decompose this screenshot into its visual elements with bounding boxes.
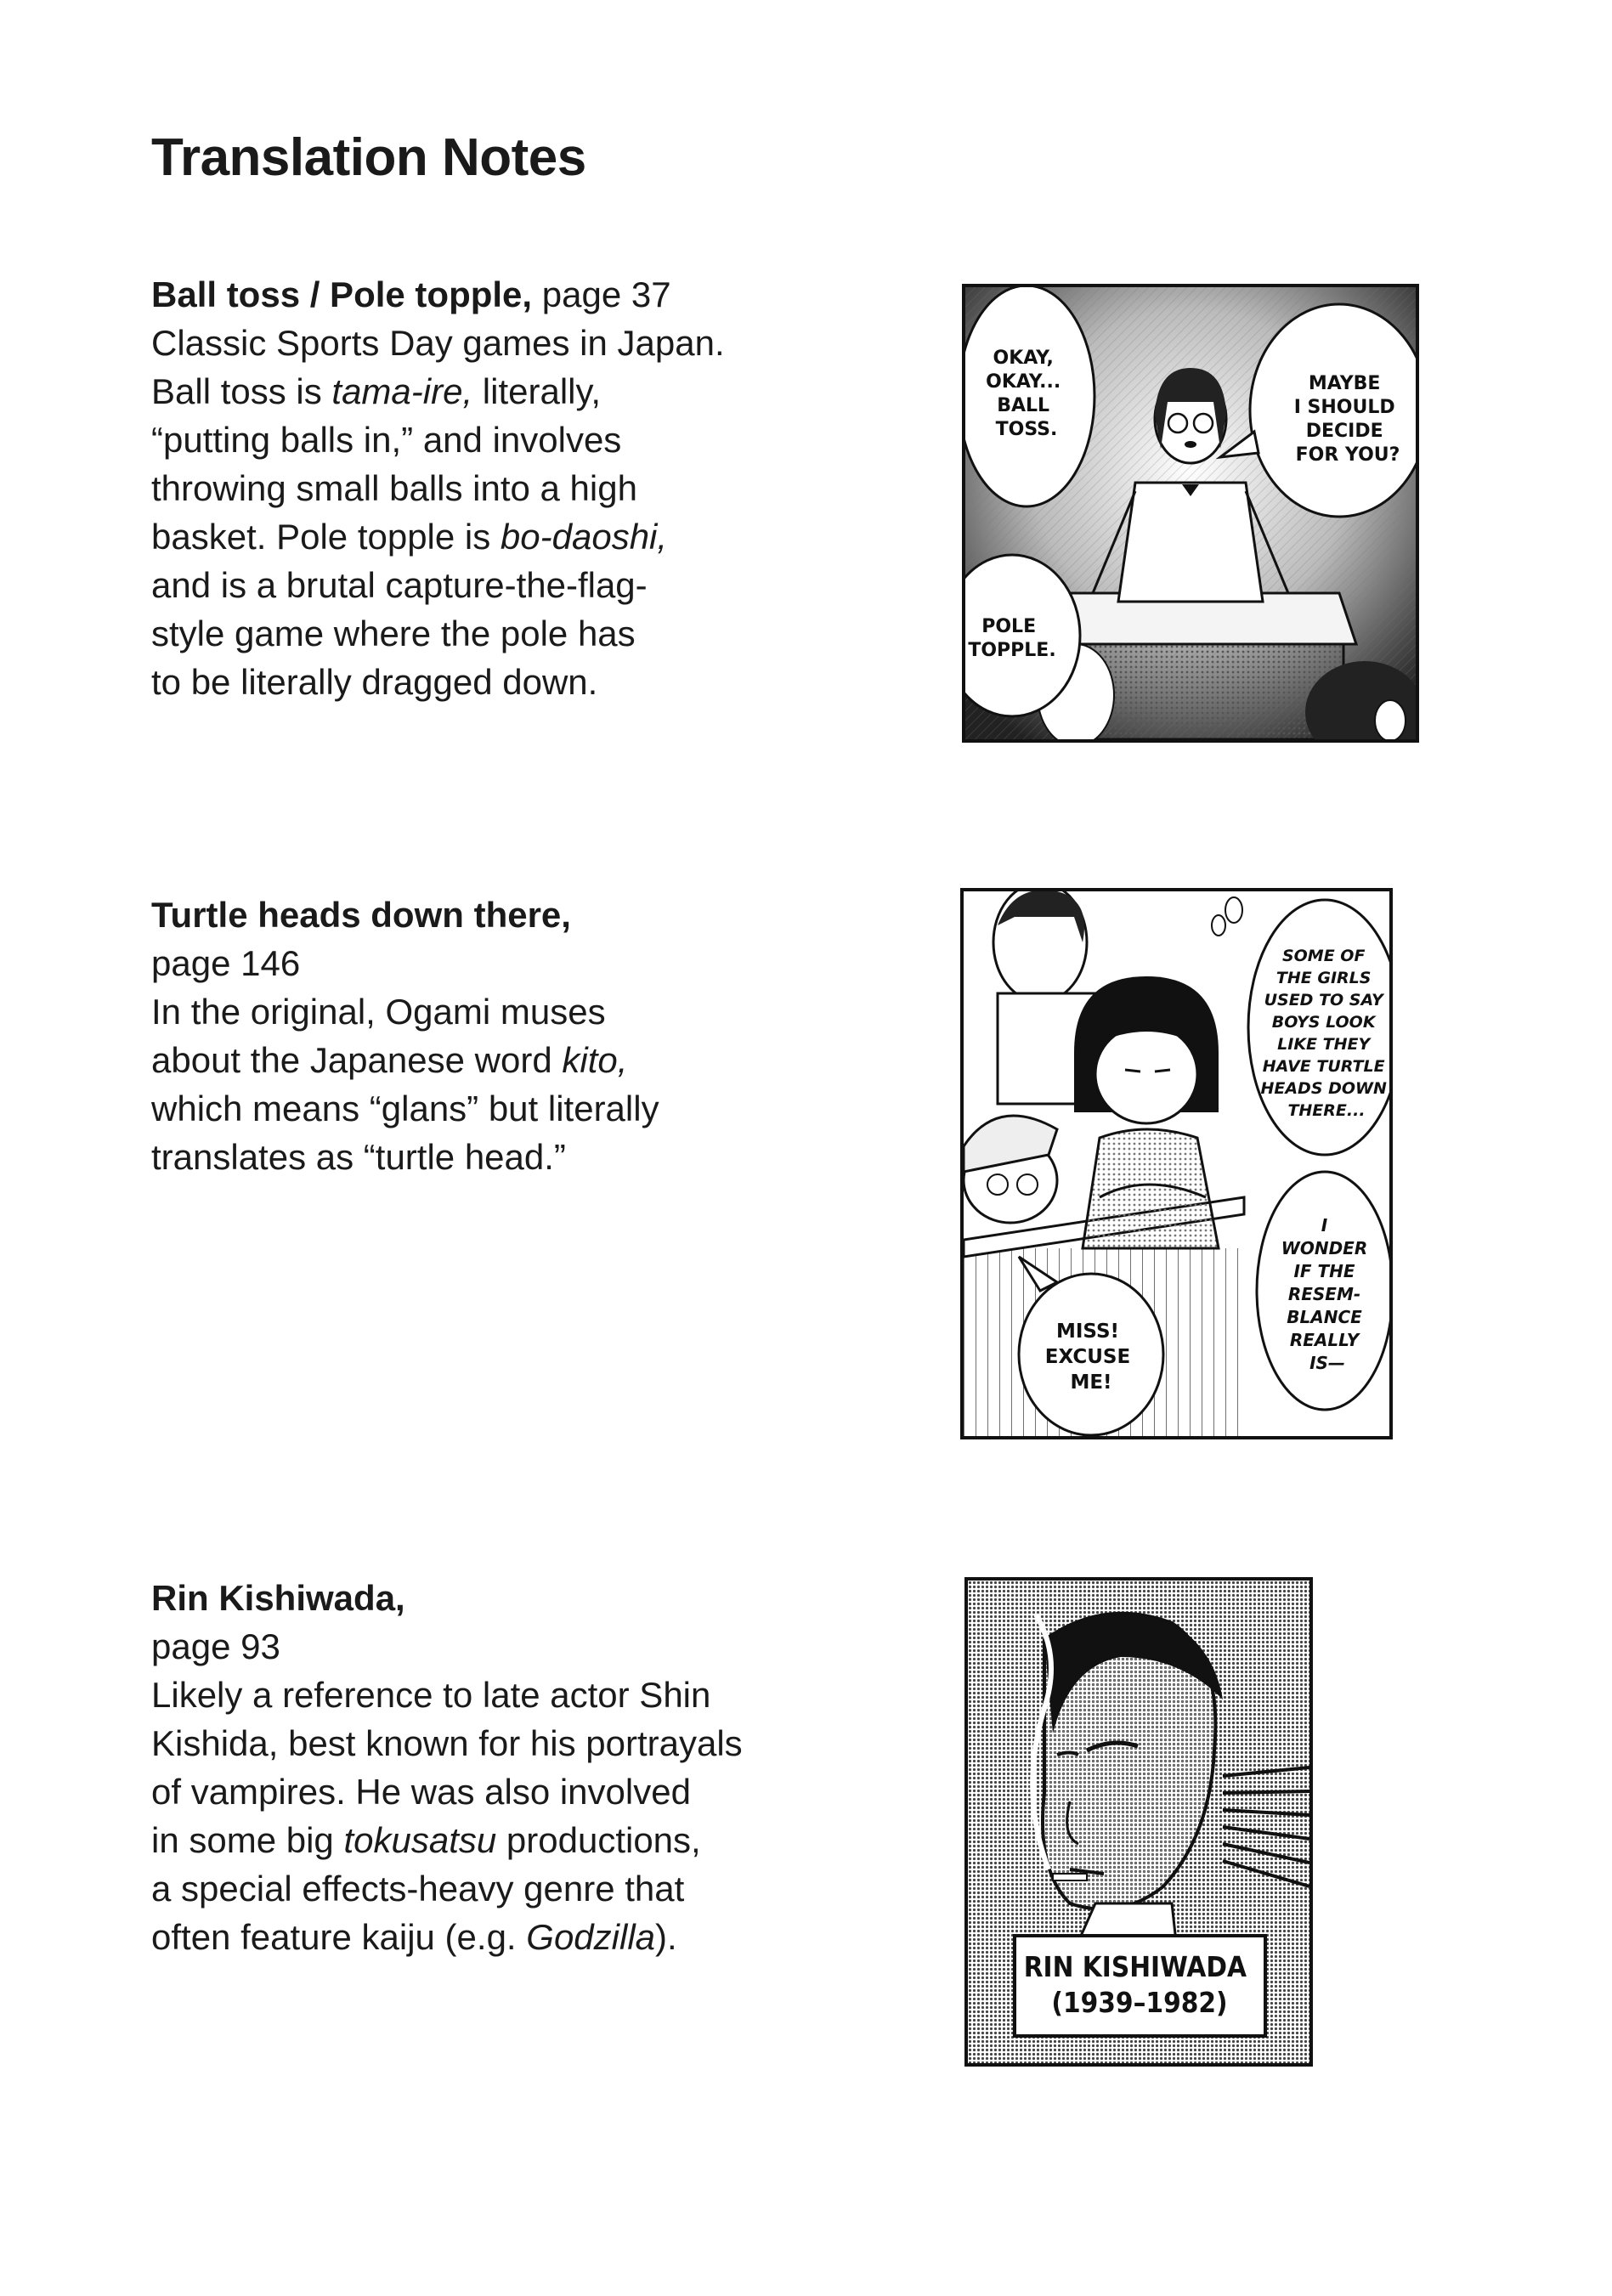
bubble-text: IS— [1309, 1353, 1345, 1373]
note-line: page 93 [151, 1626, 280, 1666]
note-line: to be literally dragged down. [151, 662, 598, 702]
manga-panel-rin-kishiwada [964, 1577, 1313, 2067]
manga-panel-ball-toss [962, 284, 1419, 743]
note-line: literally, [472, 371, 602, 411]
bubble-text: HAVE TURTLE [1262, 1057, 1385, 1076]
note-heading: Turtle heads down there, [151, 895, 571, 935]
bubble-text: THE GIRLS [1275, 969, 1372, 987]
bubble-text: I [1321, 1215, 1328, 1236]
bubble-text: BLANCE [1287, 1307, 1362, 1327]
bubble-text: OKAY... [986, 371, 1061, 393]
note-line: productions, [496, 1820, 701, 1860]
note-term: Godzilla [526, 1917, 656, 1957]
note-line: a special effects-heavy genre that [151, 1869, 685, 1909]
bubble-text: BALL [997, 395, 1050, 416]
bubble-text: IF THE [1293, 1261, 1355, 1281]
note-line: ). [655, 1917, 677, 1957]
note-line: In the original, Ogami muses [151, 992, 606, 1032]
note-ball-toss [151, 270, 916, 706]
note-term: bo-daoshi, [500, 517, 668, 557]
bubble-text: TOSS. [995, 419, 1058, 440]
note-line: Likely a reference to late actor Shin [151, 1675, 711, 1715]
bubble-text: RESEM- [1287, 1284, 1361, 1304]
note-rin-kishiwada [151, 1574, 916, 1961]
note-line: throwing small balls into a high [151, 468, 637, 508]
note-line: which means “glans” but literally [151, 1089, 659, 1128]
note-line: Ball toss is [151, 371, 332, 411]
svg-text:I WONDER IF THE [1281, 1215, 1373, 1373]
bubble-text: LIKE THEY [1277, 1035, 1371, 1054]
bubble-text: ME! [1070, 1371, 1112, 1394]
bubble-text: HEADS DOWN [1260, 1079, 1387, 1098]
note-heading: Ball toss / Pole topple, [151, 274, 533, 314]
bubble-text: I SHOULD [1293, 397, 1395, 418]
caption-box-text: (1939–1982) [1051, 1986, 1228, 2019]
note-line: often feature kaiju (e.g. [151, 1917, 527, 1957]
bubble-text: OKAY, [993, 348, 1054, 369]
note-line: in some big [151, 1820, 344, 1860]
bubble-text: THERE... [1287, 1101, 1366, 1120]
bubble-text: BOYS LOOK [1271, 1013, 1376, 1032]
note-line: Kishida, best known for his portrayals [151, 1723, 743, 1763]
bubble-text: TOPPLE. [968, 640, 1056, 661]
bubble-text: USED TO SAY [1264, 991, 1383, 1009]
caption-box-text: RIN KISHIWADA [1023, 1950, 1247, 1983]
note-line: “putting balls in,” and involves [151, 420, 622, 460]
bubble-text: DECIDE [1305, 421, 1383, 442]
bubble-text: REALLY [1289, 1330, 1360, 1350]
note-heading: Rin Kishiwada, [151, 1578, 405, 1618]
note-line: page 146 [151, 943, 301, 983]
note-line: and is a brutal capture-the-flag- [151, 565, 648, 605]
note-line: about the Japanese word [151, 1040, 563, 1080]
note-term: kito, [562, 1040, 628, 1080]
bubble-text: EXCUSE [1044, 1346, 1131, 1368]
note-turtle-heads [151, 891, 916, 1181]
bubble-text: SOME OF [1281, 947, 1366, 965]
note-line: of vampires. He was also involved [151, 1772, 691, 1812]
note-line: page 37 [532, 274, 671, 314]
bubble-text: POLE [981, 616, 1037, 637]
note-term: tokusatsu [343, 1820, 497, 1860]
bubble-text: MAYBE [1308, 373, 1381, 394]
bubble-text: MISS! [1055, 1320, 1120, 1343]
note-line: style game where the pole has [151, 614, 636, 653]
note-line: basket. Pole topple is [151, 517, 501, 557]
note-line: translates as “turtle head.” [151, 1137, 566, 1177]
page-title: Translation Notes [151, 128, 586, 187]
note-line: Classic Sports Day games in Japan. [151, 323, 725, 363]
bubble-text: WONDER [1281, 1238, 1368, 1258]
note-term: tama-ire, [331, 371, 473, 411]
bubble-text: FOR YOU? [1295, 444, 1400, 466]
manga-panel-turtle-heads [960, 888, 1393, 1439]
